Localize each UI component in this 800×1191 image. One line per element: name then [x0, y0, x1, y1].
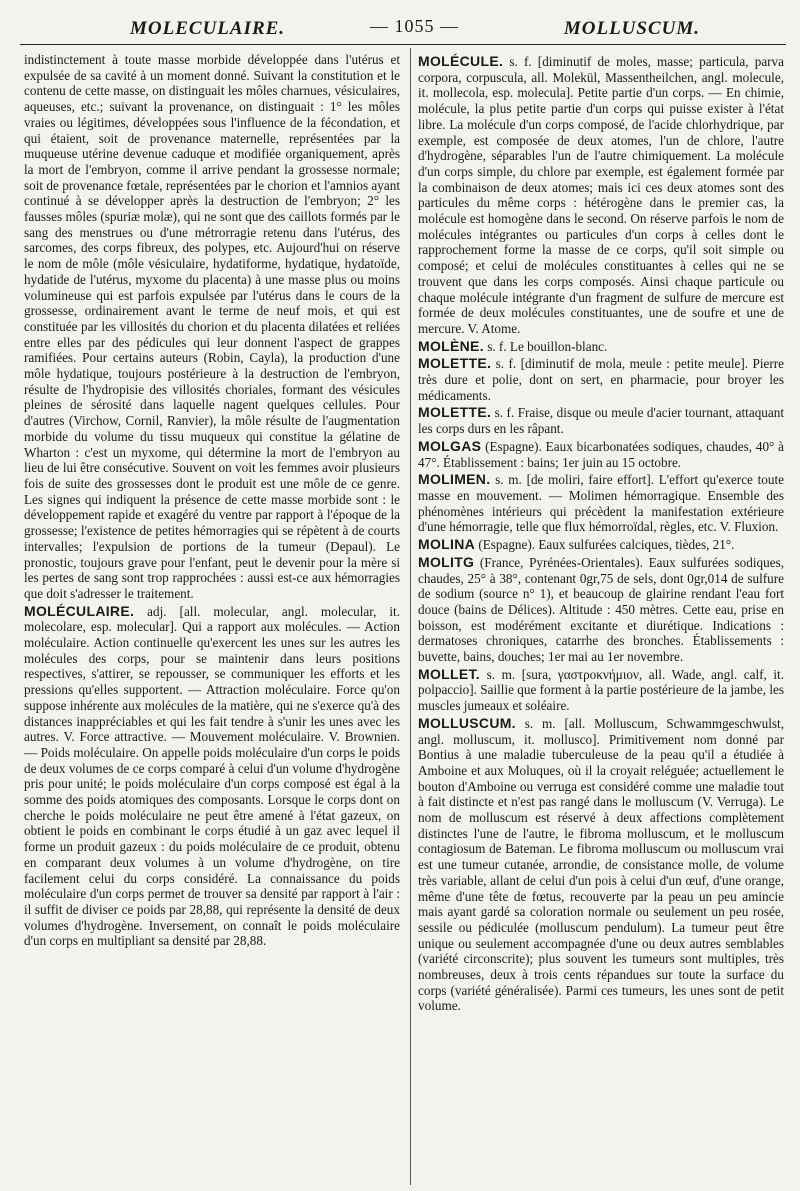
entry-molgas: [418, 439, 784, 470]
headword-molitg: MOLITG: [418, 553, 475, 570]
mole-continuation-text: indistinctement à toute masse morbide développée dans l'utérus et expulsée de sa cavité à un moment donné. Suivant la constitution et le contenu de cette masse, on distinguait les môles charnues, vésiculaires, aqueuses, etc.; suivant la provenance, on distinguait : 1° les môles vraies ou légitimes, développées sous l'influence de la fécondation, et qui étaient, soit de provenance maternelle, représentées par la muqueuse utérine devenue caduque et modifiée organiquement, après la mort de l'embryon, comme il arrive pendant la grossesse normale; soit de provenance fœtale, représentées par le chorion et l'amnios ayant continué à se développer après la destruction de l'embryon; 2° les fausses môles (spuriæ molæ), qui ne sont que des caillots formés par le sang des menstrues ou d'une métrorragie retenu dans l'utérus, des sarcomes, des corps fibreux, des polypes, etc. Aujourd'hui on réserve le nom de môle (môle vésiculaire, hydatiforme, hydatique, hydatoïde, hydatide de l'utérus, myxome du placenta) à une masse plus ou moins volumineuse qui est parfois expulsée par l'utérus dans le cours de la grossesse, ordinairement avant le terme de neuf mois, et qui est constituée par les villosités du chorion et du placenta dilatées et reliées entre elles par des pédicules qui leur donnent l'aspect de grappes ramifiées. Pour certains auteurs (Robin, Cayla), la production d'une môle hydatique, toujours postérieure à la destruction de l'embryon, résulte de l'hydropisie des villosités choriales, formant des vésicules pleines de sérosité dans laquelle nagent quelques cellules. Pour d'autres (Virchow, Cornil, Ranvier), la môle résulte de l'augmentation morbide du volume du tissu muqueux qui constitue la gélatine de Wharton : c'est un myxome, qui détermine la mort de l'embryon au lieu de lui être consécutive. Souvent on voit les femmes avoir plusieurs fois de suite des grossesses dont le produit est une môle de ce genre. Les signes qui indiquent la présence de cette masse morbide sont : le développement rapide et exagéré du ventre par rapport à l'époque de la grossesse; l'existence de petites hémorragies qui se répètent à de courts intervalles; l'expulsion de portions de la tumeur (Depaul). Le pronostic, toujours grave pour l'enfant, peut le devenir pour la mère si les pertes de sang sont trop rapprochées : aussi est-ce aux hémorragies que doit s'adresser le traitement.: [24, 52, 400, 601]
definition-molitg: (France, Pyrénées-Orientales). Eaux sulfurées sodiques, chaudes, 25° à 38°, contenant 0gr,75 de sels, dont 0gr,014 de sulfure de sodium (source n° 1), et beaucoup de glairine rendant l'eau fort douce (bains de Délices). Altitude : 450 mètres. Cette eau, prise en boisson, est modérément excitante et diurétique. Indications : dermatoses chroniques, catarrhe des bronches. Établissements : buvette, bains, douches; 1er mai au 1er novembre.: [418, 554, 784, 665]
running-header: [30, 12, 770, 42]
header-rule: [20, 44, 786, 45]
definition-mollet: s. m. [sura, γαστροκνήμιον, all. Wade, angl. calf, it. polpaccio]. Saillie que forment à la partie postérieure de la jambe, les muscles jumeaux et soléaire.: [418, 666, 784, 714]
header-left-guideword: MOLECULAIRE.: [130, 18, 286, 39]
headword-molette-2: MOLETTE.: [418, 404, 492, 421]
definition-molette-1: s. f. [diminutif de mola, meule : petite meule]. Pierre très dure et polie, dont on sert, en pharmacie, pour broyer les médicaments.: [418, 356, 784, 403]
header-right-guideword: MOLLUSCUM.: [563, 18, 700, 39]
headword-molecule: MOLÉCULE.: [418, 53, 504, 69]
entry-molette-2: [418, 405, 784, 436]
entry-molitg: [418, 555, 784, 665]
headword-molimen: MOLIMEN.: [418, 471, 491, 488]
headword-molgas: MOLGAS: [418, 437, 482, 454]
headword-molluscum: MOLLUSCUM.: [418, 714, 516, 731]
entry-molene: [418, 339, 784, 355]
definition-molgas: (Espagne). Eaux bicarbonatées sodiques, chaudes, 40° à 47°. Établissement : bains; 1er juin au 15 octobre.: [418, 438, 784, 470]
definition-molene: s. f. Le bouillon-blanc.: [487, 338, 608, 354]
definition-molluscum: s. m. [all. Molluscum, Schwammgeschwulst, angl. molluscum, it. mollusco]. Primitivement nom donné par Bontius à une maladie tuberculeuse de la peau qu'il a étudiée à Amboine et aux Moluques, où il la croyait reléguée; actuellement le bouton d'Amboine ou verruga est considéré comme une maladie tout à fait distincte et n'est pas rangé dans le molluscum (V. Verruga). Le nom de molluscum est réservé à deux affections complètement distinctes l'une de l'autre, le fibroma molluscum, et le molluscum contagiosum de Bateman. Le fibroma molluscum ou molluscum vrai est une tumeur cutanée, arrondie, de consistance molle, de volume très variable, allant de celui d'un pois à celui d'un œuf, d'une orange, même d'une tête de fœtus, recouverte par la peau un peu amincie mais ayant gardé sa coloration normale ou seulement un peu rosée, sessile ou pédiculée (molluscum pendulum). La tumeur peut être unique ou seulement accompagnée d'une ou deux autres semblables (variété circonscrite); plus souvent les tumeurs sont multiples, très nombreuses, deux à trois cents répandues sur toute la surface du corps (variété généralisée). Parmi ces tumeurs, les unes sont de petit volume.: [418, 715, 784, 1014]
headword-moleculaire: MOLÉCULAIRE.: [24, 602, 135, 619]
headword-molina: MOLINA: [418, 536, 476, 553]
entry-moleculaire: [24, 604, 400, 949]
entry-molimen: [418, 472, 784, 535]
definition-molecule: s. f. [diminutif de moles, masse; particula, parva corpora, corpuscula, all. Molekül, Massentheilchen, angl. molecule, it. mollecola, esp. molecula]. Petite partie d'un corps. — En chimie, molécule, la plus petite partie d'un corps qui puisse exister à l'état libre. La molécule d'un corps composé, de l'acide chlorhydrique, par exemple, est composée de deux atomes, l'un de chlore, l'autre d'hydrogène, séparables l'un de l'autre chimiquement. La molécule d'un corps simple, du chlore par exemple, est également formée par la combinaison de deux atomes; mais ici ces deux atomes sont des particules du même corps : hétérogène dans le premier cas, la molécule est homogène dans le second. On réserve parfois le nom de molécules intégrantes ou particules d'un corps à celles dont le rapprochement forme la masse de ce corps, qu'il soit simple ou composé; et celui de molécules constituantes à celles qui ne se trouvent que dans les corps composés. Ainsi chaque particule ou chaque molécule intégrante d'un fragment de sulfure de mercure est formée de deux molécules constituantes, une de soufre et une de mercure. V. Atome.: [418, 54, 784, 336]
entry-molette-1: [418, 356, 784, 403]
entry-mollet: [418, 667, 784, 714]
right-column: [418, 52, 784, 1187]
headword-molene: MOLÈNE.: [418, 337, 484, 354]
headword-molette-1: MOLETTE.: [418, 355, 492, 372]
headword-mollet: MOLLET.: [418, 665, 480, 682]
entry-molluscum: [418, 716, 784, 1014]
definition-molina: (Espagne). Eaux sulfurées calciques, tièdes, 21°.: [478, 537, 735, 553]
page-number: — 1055 —: [370, 16, 459, 36]
column-divider: [410, 48, 411, 1185]
definition-molette-2: s. f. Fraise, disque ou meule d'acier tournant, attaquant les corps durs en les râpant.: [418, 405, 784, 437]
definition-moleculaire: adj. [all. molecular, angl. molecular, it. molecolare, esp. molecular]. Qui a rapport aux molécules. — Action moléculaire. Action continuelle qu'exercent les unes sur les autres les molécules des corps, pour se maintenir dans leurs positions respectives, s'attirer, se repousser, se communiquer les efforts et les pressions qu'elles supportent. — Attraction moléculaire. Force qu'on suppose inhérente aux molécules de la matière, qui ne s'exerce qu'à des distances inappréciables et qui les fait tendre à s'unir les unes avec les autres. V. Force attractive. — Mouvement moléculaire. V. Brownien. — Poids moléculaire. On appelle poids moléculaire d'un corps le poids de deux volumes de ce corps comparé à celui d'un volume d'hydrogène pris pour unité; le poids moléculaire d'un corps composé est égal à la somme des poids atomiques des composants. Lorsque le corps dont on cherche le poids moléculaire ne peut être amené à l'état gazeux, on obtient le poids en combinant le corps étudié à un gaz avec lequel il forme un produit gazeux : du poids moléculaire de ce produit, obtenu en comparant deux volumes à un volume d'hydrogène, on tire facilement celui du corps considéré. La connaissance du poids moléculaire d'un corps permet de trouver sa densité par rapport à l'air : il suffit de diviser ce poids par 28,88, qui représente la densité de deux volumes d'hydrogène. Inversement, on connaît le poids moléculaire d'un corps en multipliant sa densité par 28,88.: [24, 603, 400, 949]
entry-molina: [418, 537, 784, 553]
entry-molecule: [418, 54, 784, 337]
definition-molimen: s. m. [de moliri, faire effort]. L'effort qu'exerce toute masse en mouvement. — Molimen hémorragique. Ensemble des phénomènes intérieurs qui précèdent la manifestation extérieure d'une hémorragie, telle que flux hémorroïdal, règles, etc. V. Fluxion.: [418, 472, 784, 535]
left-column: [24, 52, 400, 1187]
